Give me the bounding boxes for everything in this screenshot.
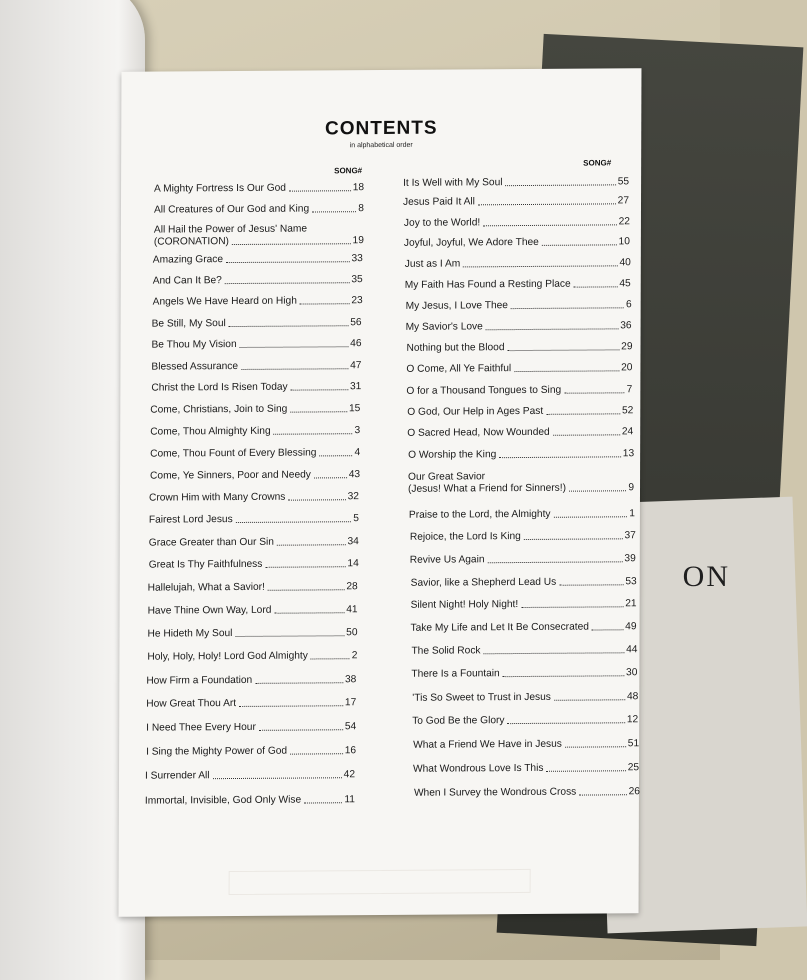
dot-leader (304, 802, 342, 803)
dot-leader (478, 203, 616, 205)
song-number: 13 (622, 448, 635, 460)
dot-leader (291, 389, 348, 390)
song-number: 24 (621, 426, 634, 438)
contents-entry (149, 558, 359, 571)
song-title: Fairest Lord Jesus (148, 514, 233, 526)
song-number: 45 (619, 278, 631, 290)
song-number: 23 (351, 295, 363, 307)
song-title: Great Is Thy Faithfulness (148, 558, 263, 571)
contents-entry (409, 508, 635, 522)
contents-entry (403, 195, 629, 209)
song-title: Come, Thou Almighty King (150, 425, 271, 438)
dot-leader (546, 770, 625, 772)
song-title: Be Thou My Vision (151, 339, 237, 351)
dot-leader (488, 561, 623, 563)
song-number: 43 (348, 469, 361, 481)
song-title: I Need Thee Every Hour (146, 721, 256, 734)
contents-entry (145, 794, 355, 807)
contents-entry (149, 513, 359, 526)
contents-entry (150, 447, 360, 460)
contents-entry (412, 691, 638, 705)
dot-leader (499, 456, 621, 458)
song-title: To God Be the Glory (412, 715, 505, 727)
contents-page (119, 68, 642, 917)
song-title: My Savior's Love (405, 321, 483, 333)
contents-entry (404, 236, 630, 250)
contents-entry (405, 278, 631, 292)
dot-leader (235, 635, 344, 637)
dot-leader (546, 413, 620, 415)
song-title: Savior, like a Shepherd Lead Us (410, 576, 557, 589)
contents-entry (411, 621, 637, 635)
dot-leader (277, 544, 346, 545)
song-title: Take My Life and Let It Be Consecrated (410, 621, 589, 634)
song-title: How Great Thou Art (146, 697, 237, 710)
contents-entry (411, 667, 637, 681)
song-title-continued: (CORONATION) (153, 236, 229, 248)
song-number: 17 (344, 697, 357, 709)
dot-leader (506, 184, 616, 186)
song-number: 47 (350, 360, 362, 372)
contents-entry (154, 203, 364, 216)
dot-leader (226, 261, 349, 263)
dot-leader (503, 675, 624, 677)
contents-entry (150, 469, 360, 482)
contents-entry (411, 644, 637, 658)
song-title: Praise to the Lord, the Almighty (408, 508, 551, 521)
song-title: All Hail the Power of Jesus' Name (153, 223, 308, 236)
dot-leader (542, 244, 617, 246)
song-number: 8 (358, 203, 365, 215)
contents-entry (151, 381, 361, 394)
dot-leader (564, 392, 625, 393)
song-title: My Jesus, I Love Thee (405, 300, 508, 312)
song-number: 37 (624, 530, 636, 542)
dot-leader (232, 243, 351, 245)
contents-entry (149, 536, 359, 549)
song-title: O for a Thousand Tongues to Sing (406, 384, 562, 397)
dot-leader (314, 477, 347, 478)
dot-leader (240, 346, 349, 348)
contents-entry (408, 470, 634, 496)
contents-entry (413, 762, 639, 776)
song-title: Christ the Lord Is Risen Today (151, 381, 288, 394)
page-title: CONTENTS (324, 117, 438, 140)
dot-leader (300, 303, 349, 304)
song-number: 11 (344, 794, 355, 806)
song-title: The Solid Rock (411, 645, 481, 657)
song-number: 42 (343, 769, 356, 781)
dot-leader (514, 370, 619, 372)
contents-entry (154, 223, 364, 248)
dot-leader (463, 265, 617, 267)
song-title: Nothing but the Blood (406, 342, 505, 354)
song-number: 18 (352, 182, 365, 194)
song-number: 22 (618, 216, 630, 228)
dot-leader (259, 729, 343, 731)
song-number: 1 (629, 508, 635, 520)
dot-leader (290, 411, 347, 412)
song-number: 4 (354, 447, 361, 459)
dot-leader (559, 584, 623, 585)
song-title: When I Survey the Wondrous Cross (413, 786, 577, 799)
song-title: Rejoice, the Lord Is King (409, 531, 521, 543)
contents-entry (146, 745, 356, 758)
song-number: 3 (354, 425, 361, 437)
dot-leader (241, 368, 348, 370)
song-number: 19 (352, 235, 364, 247)
song-title: There Is a Fountain (411, 668, 500, 680)
song-title: Silent Night! Holy Night! (410, 599, 519, 611)
song-title: 'Tis So Sweet to Trust in Jesus (412, 691, 551, 704)
song-number: 50 (346, 627, 358, 639)
left-song-number-header: SONG# (334, 166, 363, 176)
song-number: 12 (626, 714, 639, 726)
contents-entry (407, 426, 633, 440)
contents-entry (411, 576, 637, 590)
contents-entry (411, 598, 637, 612)
dot-leader (312, 211, 356, 212)
background-book-text: ON (682, 560, 730, 593)
dot-leader (311, 658, 350, 659)
dot-leader (565, 746, 626, 747)
dot-leader (592, 629, 623, 630)
contents-entry (147, 627, 357, 640)
dot-leader (484, 652, 625, 654)
song-number: 2 (351, 650, 358, 662)
dot-leader (229, 325, 348, 327)
song-number: 52 (621, 405, 634, 417)
song-title: And Can It Be? (152, 275, 222, 287)
dot-leader (521, 606, 623, 608)
page-footer-box (229, 869, 531, 895)
contents-entry (413, 738, 639, 752)
song-number: 36 (620, 320, 632, 332)
song-number: 9 (628, 482, 635, 494)
song-title: Joy to the World! (403, 217, 481, 229)
dot-leader (554, 699, 625, 700)
song-title: It Is Well with My Soul (403, 177, 503, 189)
dot-leader (507, 349, 619, 351)
song-title: Joyful, Joyful, We Adore Thee (403, 236, 539, 249)
song-number: 48 (626, 691, 639, 703)
song-title: Hallelujah, What a Savior! (147, 581, 265, 594)
song-title: Holy, Holy, Holy! Lord God Almighty (147, 650, 308, 663)
song-title: O Sacred Head, Now Wounded (407, 426, 550, 439)
song-title: Blessed Assurance (151, 360, 239, 373)
dot-leader (274, 433, 353, 435)
song-number: 49 (625, 621, 637, 633)
dot-leader (553, 516, 627, 518)
song-number: 5 (353, 513, 359, 525)
dot-leader (268, 589, 344, 591)
song-number: 51 (627, 738, 640, 750)
dot-leader (579, 794, 626, 795)
song-title: My Faith Has Found a Resting Place (404, 278, 571, 291)
song-number: 16 (344, 745, 357, 757)
dot-leader (569, 490, 626, 491)
dot-leader (483, 224, 616, 226)
contents-entry (153, 253, 363, 266)
song-number: 30 (626, 667, 638, 679)
contents-entry (414, 786, 640, 800)
dot-leader (236, 521, 352, 523)
dot-leader (486, 328, 618, 330)
song-title: I Surrender All (144, 770, 210, 782)
contents-entry (146, 674, 356, 687)
song-title: All Creatures of Our God and King (153, 203, 310, 216)
page-subtitle: in alphabetical order (349, 141, 413, 150)
song-number: 27 (617, 195, 630, 207)
contents-entry (152, 317, 362, 330)
contents-entry (403, 176, 629, 190)
song-title: Amazing Grace (152, 254, 224, 266)
contents-entry (151, 338, 361, 351)
song-number: 32 (347, 491, 360, 503)
song-title: Grace Greater than Our Sin (148, 536, 274, 549)
contents-entry (148, 581, 358, 594)
dot-leader (508, 722, 625, 724)
contents-entry (151, 360, 361, 373)
contents-entry (410, 553, 636, 567)
song-number: 44 (626, 644, 638, 656)
song-number: 46 (350, 338, 362, 350)
dot-leader (265, 566, 345, 568)
dot-leader (319, 455, 352, 456)
contents-entry (405, 257, 631, 271)
dot-leader (511, 307, 624, 309)
contents-entry (145, 769, 355, 782)
dot-leader (290, 753, 343, 754)
song-number: 6 (625, 299, 632, 311)
song-title: O Come, All Ye Faithful (406, 363, 512, 375)
song-number: 15 (348, 403, 361, 415)
song-title: Crown Him with Many Crowns (148, 491, 286, 504)
dot-leader (225, 282, 350, 284)
contents-entry (150, 425, 360, 438)
dot-leader (524, 538, 623, 540)
song-number: 10 (618, 236, 630, 248)
dot-leader (574, 286, 618, 287)
contents-entry (406, 341, 632, 355)
contents-entry (408, 448, 634, 462)
song-number: 20 (621, 362, 633, 374)
contents-entry (149, 491, 359, 504)
song-title: I Sing the Mighty Power of God (146, 745, 288, 758)
song-title: Our Great Savior (408, 471, 486, 483)
song-number: 26 (628, 786, 640, 798)
contents-entry (412, 714, 638, 728)
song-number: 35 (351, 274, 363, 286)
contents-entry (146, 721, 356, 734)
contents-entry (150, 403, 360, 416)
song-number: 53 (625, 576, 637, 588)
contents-entry (406, 362, 632, 376)
contents-entry (148, 604, 358, 617)
dot-leader (213, 777, 342, 779)
dot-leader (255, 682, 343, 684)
song-number: 39 (624, 553, 636, 565)
song-number: 34 (347, 536, 359, 548)
song-number: 21 (625, 598, 637, 610)
song-number: 55 (617, 176, 630, 188)
song-title: He Hideth My Soul (147, 628, 233, 640)
contents-entry (153, 295, 363, 308)
song-title: Angels We Have Heard on High (152, 295, 297, 308)
contents-entry (146, 697, 356, 710)
song-title: Revive Us Again (409, 554, 485, 566)
song-number: 25 (627, 762, 640, 774)
song-title: Jesus Paid It All (402, 196, 475, 208)
song-title: How Firm a Foundation (146, 674, 253, 687)
song-title-continued: (Jesus! What a Friend for Sinners!) (407, 482, 567, 495)
song-title: O God, Our Help in Ages Past (407, 405, 544, 418)
song-number: 41 (346, 604, 358, 616)
contents-entry (406, 384, 632, 398)
song-number: 31 (350, 381, 362, 393)
contents-entry (406, 299, 632, 313)
contents-entry (147, 650, 357, 663)
song-title: O Worship the King (408, 449, 497, 461)
song-number: 56 (350, 317, 362, 329)
song-number: 40 (619, 257, 631, 269)
song-title: A Mighty Fortress Is Our God (154, 182, 287, 195)
song-number: 28 (346, 581, 358, 593)
song-number: 29 (621, 341, 633, 353)
dot-leader (288, 499, 345, 500)
dot-leader (274, 612, 344, 613)
song-title: Immortal, Invisible, God Only Wise (144, 794, 302, 807)
contents-entry (153, 274, 363, 287)
contents-entry (407, 405, 633, 419)
contents-entry (154, 182, 364, 195)
song-number: 54 (344, 721, 357, 733)
song-title: Come, Thou Fount of Every Blessing (150, 447, 317, 460)
song-title: What Wondrous Love Is This (413, 762, 544, 775)
song-title: Come, Ye Sinners, Poor and Needy (150, 469, 311, 482)
song-title: Just as I Am (404, 258, 461, 270)
song-number: 38 (344, 674, 357, 686)
contents-entry (406, 320, 632, 334)
song-title: What a Friend We Have in Jesus (413, 738, 562, 751)
song-title: Be Still, My Soul (151, 318, 226, 330)
dot-leader (553, 434, 620, 435)
dot-leader (289, 190, 351, 191)
contents-entry (410, 530, 636, 544)
song-title: Have Thine Own Way, Lord (147, 604, 272, 617)
song-number: 33 (351, 253, 363, 265)
contents-entry (404, 216, 630, 230)
song-number: 7 (626, 384, 633, 396)
song-title: Come, Christians, Join to Sing (150, 403, 288, 416)
dot-leader (239, 705, 343, 707)
song-number: 14 (347, 558, 359, 570)
right-song-number-header: SONG# (583, 158, 612, 168)
